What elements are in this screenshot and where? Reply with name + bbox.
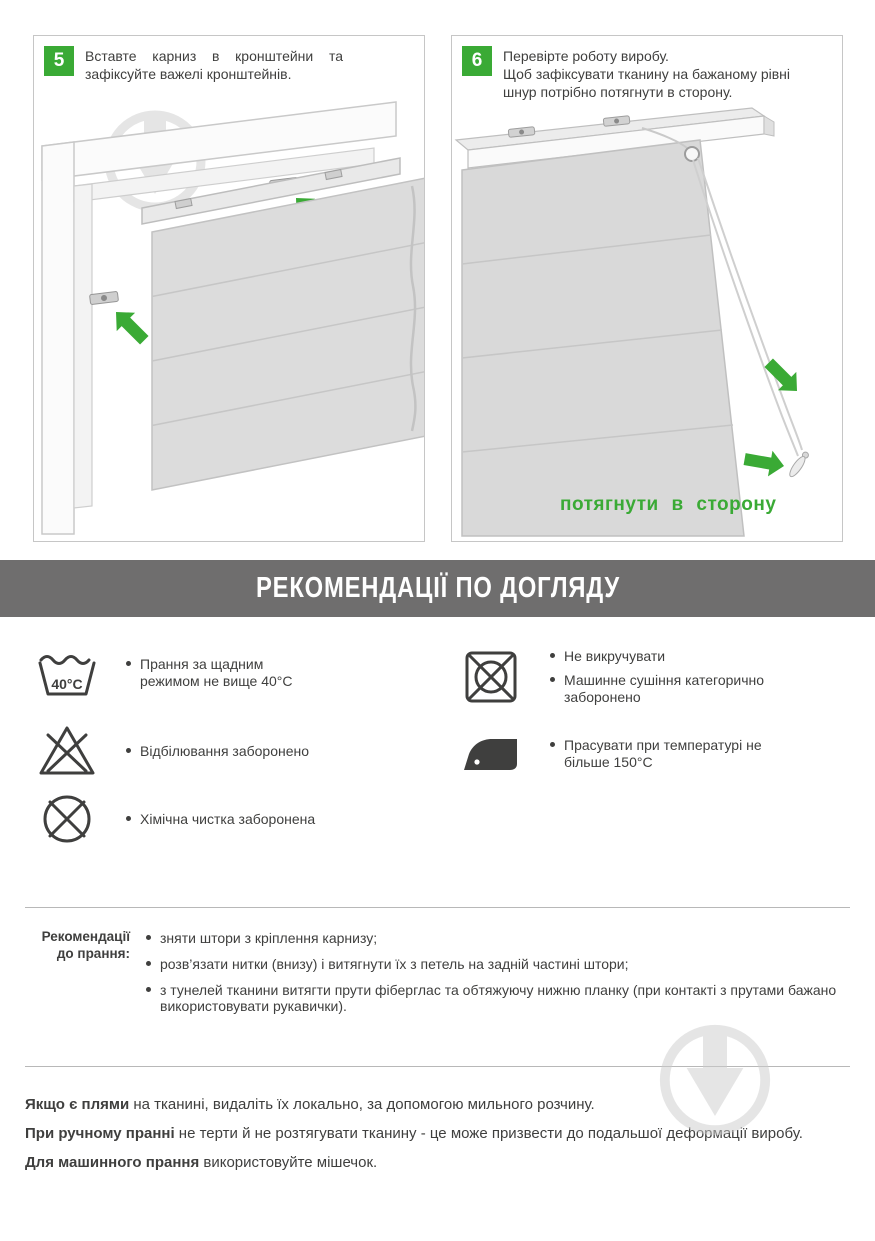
note-stains [25, 1095, 595, 1115]
step-5-illustration [34, 36, 424, 539]
bullet-dot [146, 987, 151, 992]
step-5-panel [33, 35, 425, 542]
step-6-line1: Перевірте роботу виробу. [503, 48, 669, 64]
note-text: на тканині, видаліть їх локально, за допомогою мильного розчину. [129, 1096, 595, 1113]
bullet-dot [146, 961, 151, 966]
step-5-text: Вставте карниз в кронштейни та зафіксуйте важелі кронштейнів. [85, 48, 343, 83]
care-bullet [126, 743, 309, 760]
wash-temp-label: 40°С [51, 676, 83, 692]
note-machine-wash [25, 1153, 377, 1173]
step-6-line2: Щоб зафіксувати тканину на бажаному рівні шнур потрібно потягнути в сторону. [503, 66, 791, 101]
wash-40-icon [36, 648, 98, 698]
bullet-dot [550, 677, 555, 682]
bullet-dot [146, 935, 151, 940]
care-item-no-dry-clean [36, 792, 315, 846]
note-lead: Якщо є плями [25, 1096, 130, 1113]
care-label: Відбілювання заборонено [140, 742, 310, 759]
step-6-header [462, 46, 811, 102]
iron-150-icon [460, 734, 522, 774]
care-banner [0, 560, 875, 617]
note-lead: При ручному пранні [25, 1125, 175, 1142]
bullet-dot [550, 742, 555, 747]
note-text: використовуйте мішечок. [199, 1154, 378, 1171]
no-bleach-icon [36, 724, 98, 778]
cord-tassel [787, 450, 810, 478]
washing-recommendations-list [146, 930, 846, 1015]
note-text: не терти й не розтягувати тканину - це може призвести до подальшої деформації виробу. [174, 1125, 803, 1142]
no-wring-icon [460, 649, 522, 705]
list-item-text: розв’язати нитки (внизу) і витягнути їх з петель на задній частині штори; [160, 955, 629, 972]
care-bullet [126, 656, 325, 690]
care-bullet [550, 672, 779, 706]
list-item-text: з тунелей тканини витягти прути фіберглас та обтяжуючу нижню планку (при контакті з прутами бажано використовувати рукавички). [160, 981, 837, 1015]
green-arrow-icon [742, 354, 806, 479]
pull-aside-annotation: потягнути в сторону [560, 494, 777, 515]
list-item-text: зняти штори з кріплення карнизу; [160, 930, 378, 946]
divider [25, 907, 850, 908]
care-item-iron [460, 734, 779, 774]
step-6-illustration [452, 36, 842, 539]
care-bullet [550, 737, 779, 771]
care-item-no-bleach [36, 724, 309, 778]
step-6-badge: 6 [462, 46, 492, 76]
note-lead: Для машинного прання [25, 1154, 200, 1171]
bullet-dot [126, 748, 131, 753]
care-item-no-wring [460, 648, 779, 705]
care-banner-title: РЕКОМЕНДАЦІЇ ПО ДОГЛЯДУ [255, 572, 620, 604]
care-item-wash [36, 648, 325, 698]
care-label: Машинне сушіння категорично заборонено [564, 671, 765, 705]
brand-watermark-icon [655, 1020, 775, 1140]
care-bullet [550, 648, 779, 665]
care-label: Прасувати при температурі не більше 150°С [564, 737, 762, 770]
list-item [146, 982, 846, 1016]
care-label: Хімічна чистка заборонена [140, 810, 316, 827]
bullet-dot [126, 816, 131, 821]
step-5-header [44, 46, 343, 83]
cord-eyelet [685, 147, 699, 161]
no-dry-clean-icon [36, 792, 98, 846]
washing-recommendations-label: Рекомендації до прання: [41, 929, 130, 961]
care-label: Не викручувати [564, 648, 666, 664]
step-5-badge: 5 [44, 46, 74, 76]
step-6-text [503, 46, 811, 102]
care-bullet [126, 811, 315, 828]
bullet-dot [126, 661, 131, 666]
list-item [146, 956, 846, 973]
bracket-icon [89, 291, 118, 304]
list-item [146, 930, 846, 947]
bullet-dot [550, 653, 555, 658]
care-label: Прання за щадним режимом не вище 40°С [140, 656, 293, 689]
step-6-panel [451, 35, 843, 542]
